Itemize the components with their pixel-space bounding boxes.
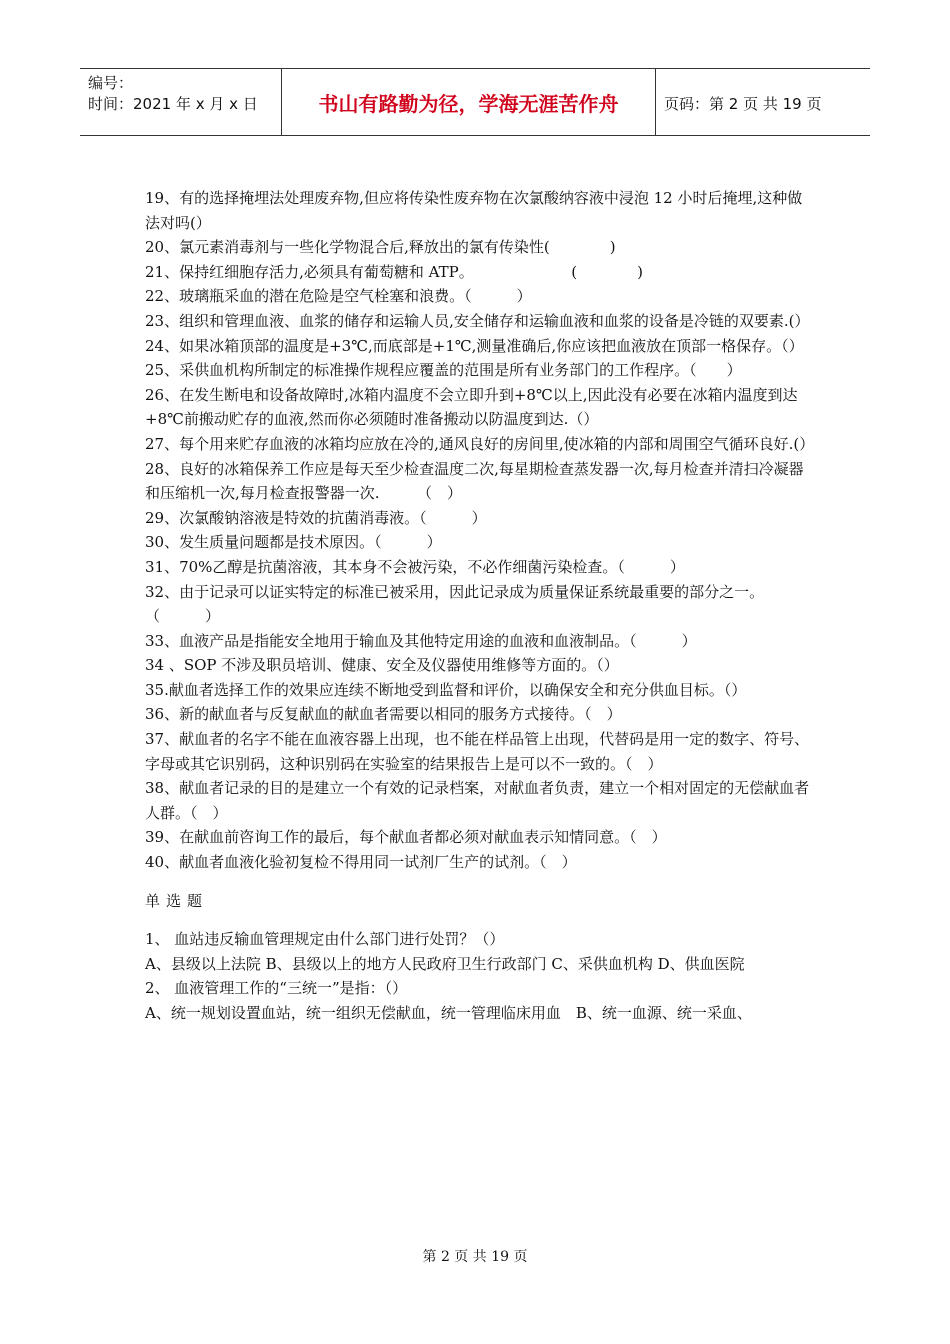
question-item: 35.献血者选择工作的效果应连续不断地受到监督和评价，以确保安全和充分供血目标。（） [145, 680, 747, 699]
section-title: 单选题 [145, 891, 209, 910]
question-item: 29、次氯酸钠溶液是特效的抗菌消毒液。（ ） [145, 508, 487, 527]
question-item: 25、采供血机构所制定的标准操作规程应覆盖的范围是所有业务部门的工作程序。（ ） [145, 361, 742, 380]
question-item: 27、每个用来贮存血液的冰箱均应放在冷的,通风良好的房间里,使冰箱的内部和周围空气循环良好.(） [145, 434, 815, 453]
choice-item: A、统一规划设置血站，统一组织无偿献血，统一管理临床用血 B、统一血源、统一采血、 [145, 1004, 752, 1022]
question-item: 30、发生质量问题都是技术原因。（ ） [145, 533, 442, 552]
choice-item: 1、 血站违反输血管理规定由什么部门进行处罚？（） [145, 930, 505, 949]
question-item: 19、有的选择掩埋法处理废弃物,但应将传染性废弃物在次氯酸纳容液中浸泡 12 小时后掩埋,这种做法对吗(） [145, 189, 803, 232]
page-header [80, 68, 870, 136]
date-label: 时间：2021 年 x 月 x 日 [88, 95, 258, 113]
question-item: 32、由于记录可以证实特定的标准已被采用，因此记录成为质量保证系统最重要的部分之一。（ ） [145, 582, 765, 626]
page-footer: 第 2 页 共 19 页 [422, 1249, 528, 1265]
question-item: 23、组织和管理血液、血浆的储存和运输人员,安全储存和运输血液和血浆的设备是冷链的双要素.(） [145, 311, 810, 330]
question-item: 26、在发生断电和设备故障时,冰箱内温度不会立即升到+8℃以上,因此没有必要在冰箱内温度到达+8℃前搬动贮存的血液,然而你必须随时准备搬动以防温度到达.（） [145, 385, 798, 429]
question-item: 34 、SOP 不涉及职员培训、健康、安全及仪器使用维修等方面的。（） [145, 656, 619, 675]
document-body [145, 186, 815, 1026]
code-label: 编号： [88, 74, 134, 92]
question-item: 22、玻璃瓶采血的潜在危险是空气栓塞和浪费。（ ） [145, 287, 532, 306]
question-item: 21、保持红细胞存活力,必须具有葡萄糖和 ATP。 ( ) [145, 262, 643, 281]
question-item: 38、献血者记录的目的是建立一个有效的记录档案，对献血者负责，建立一个相对固定的无偿献血者人群。（ ） [145, 779, 810, 822]
header-meta [88, 73, 258, 115]
question-item: 33、血液产品是指能安全地用于输血及其他特定用途的血液和血液制品。（ ） [145, 631, 697, 650]
question-item: 31、70%乙醇是抗菌溶液，其本身不会被污染，不必作细菌污染检查。（ ） [145, 557, 685, 576]
question-item: 28、良好的冰箱保养工作应是每天至少检查温度二次,每星期检查蒸发器一次,每月检查并清扫冷凝器和压缩机一次,每月检查报警器一次. （ ） [145, 459, 804, 503]
question-item: 20、氯元素消毒剂与一些化学物混合后,释放出的氯有传染性( ) [145, 238, 616, 257]
choice-item: A、县级以上法院 B、县级以上的地方人民政府卫生行政部门 C、采供血机构 D、供血医院 [145, 954, 745, 973]
question-item: 37、献血者的名字不能在血液容器上出现，也不能在样品管上出现，代替码是用一定的数字、符号、字母或其它识别码，这种识别码在实验室的结果报告上是可以不一致的。（ ） [145, 730, 810, 773]
question-item: 24、如果冰箱顶部的温度是+3℃,而底部是+1℃,测量准确后,你应该把血液放在顶部一格保存。（） [145, 336, 804, 355]
question-item: 36、新的献血者与反复献血的献血者需要以相同的服务方式接待。（ ） [145, 705, 622, 724]
motto: 书山有路勤为径，学海无涯苦作舟 [281, 69, 656, 135]
question-item: 39、在献血前咨询工作的最后，每个献血者都必须对献血表示知情同意。（ ） [145, 828, 667, 847]
choice-item: 2、 血液管理工作的“三统一”是指：（） [145, 979, 408, 998]
question-item: 40、献血者血液化验初复检不得用同一试剂厂生产的试剂。（ ） [145, 853, 577, 872]
page-number-label: 页码：第 2 页 共 19 页 [664, 95, 822, 113]
